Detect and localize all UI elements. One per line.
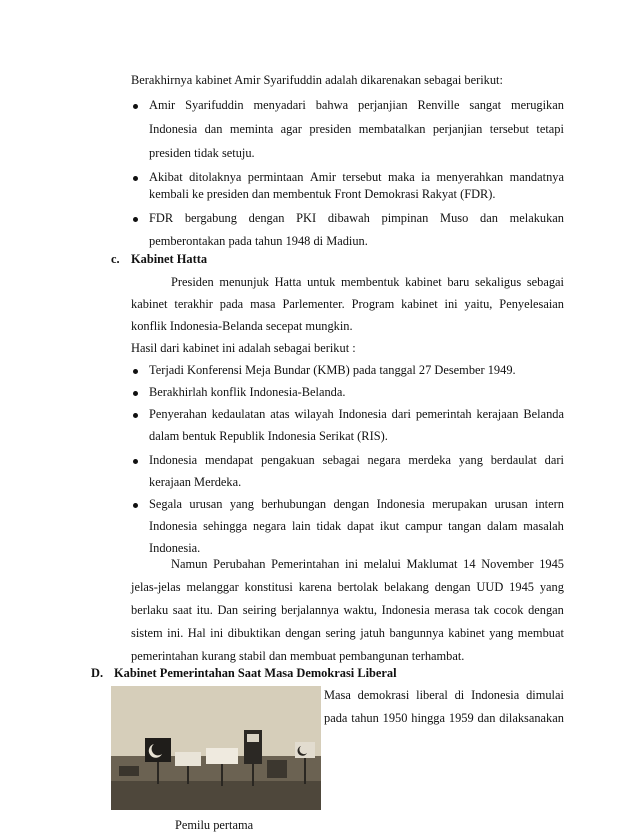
word: urusan <box>494 497 528 511</box>
hatta-bullet-5-line-1 <box>149 496 564 512</box>
word: untuk <box>307 275 336 289</box>
word: mandatnya <box>509 170 564 184</box>
hatta-bullet-3-line-2: dalam bentuk Republik Indonesia Serikat (RIS). <box>149 429 388 443</box>
word: sangat <box>469 98 502 112</box>
word: baru <box>447 275 470 289</box>
hatta-bullet-5-line-3: Indonesia. <box>149 541 201 555</box>
word: kabinet <box>401 297 438 311</box>
word: Penyelesaian <box>499 297 564 311</box>
word: Belanda <box>523 407 564 421</box>
word: kabinet <box>448 626 485 640</box>
word: dan <box>480 211 498 225</box>
word: dibuktikan <box>227 626 281 640</box>
word: Hal <box>187 626 206 640</box>
word: merupakan <box>432 497 488 511</box>
word: dibawah <box>327 211 370 225</box>
word: Presiden <box>171 275 214 289</box>
closing-line-1 <box>171 556 564 572</box>
word: Indonesia <box>376 497 425 511</box>
word: berdaulat <box>490 453 537 467</box>
amir-bullet-3-line-2: pemberontakan pada tahun 1948 di Madiun. <box>149 234 368 248</box>
section-d-marker: D. <box>91 666 104 680</box>
word: pada <box>324 711 348 725</box>
word: masa <box>250 297 276 311</box>
word: karena <box>298 580 332 594</box>
word: Masa <box>324 688 351 702</box>
word: agar <box>280 122 302 136</box>
section-c-heading: Kabinet Hatta <box>131 252 208 266</box>
amir-bullet-3-line-1 <box>149 210 564 226</box>
word: yang <box>458 453 483 467</box>
word: Indonesia <box>149 122 198 136</box>
word: dan <box>204 122 223 136</box>
word: dilaksanakan <box>499 711 564 725</box>
word: demokrasi <box>357 688 410 702</box>
word: membentuk <box>341 275 400 289</box>
word: dengan <box>248 211 285 225</box>
word: tersebut <box>342 170 382 184</box>
word: melanggar <box>186 580 239 594</box>
word: pemerintah <box>415 407 472 421</box>
section-d-heading: Kabinet Pemerintahan Saat Masa Demokrasi Liberal <box>114 666 397 680</box>
word: menyadari <box>253 98 306 112</box>
word: lain <box>291 519 311 533</box>
word: pengakuan <box>261 453 315 467</box>
word: UUD <box>476 580 504 594</box>
word: bergabung <box>184 211 237 225</box>
word: Perubahan <box>213 557 266 571</box>
word: Indonesia <box>149 519 198 533</box>
word: 1959 <box>448 711 474 725</box>
word: menyerahkan <box>436 170 504 184</box>
amir-bullet-1-line-1 <box>149 97 564 113</box>
hatta-result-intro: Hasil dari kabinet ini adalah sebagai berikut : <box>131 341 356 355</box>
word: konstitusi <box>244 580 293 594</box>
word: dimulai <box>526 688 564 702</box>
word: intern <box>535 497 564 511</box>
word: sehingga <box>203 519 248 533</box>
word: Akibat <box>149 170 183 184</box>
word: dengan <box>528 603 564 617</box>
word: di <box>454 688 465 702</box>
word: Muso <box>440 211 469 225</box>
word: cocok <box>493 603 524 617</box>
closing-line-3 <box>131 602 564 618</box>
word: jatuh <box>360 626 385 640</box>
word: ditolaknya <box>189 170 242 184</box>
word: Dan <box>217 603 239 617</box>
closing-line-2 <box>131 579 564 595</box>
hatta-para-line-2 <box>131 296 564 312</box>
bullet-dot <box>133 104 138 109</box>
section-c-marker: c. <box>111 252 120 266</box>
bullet-dot <box>133 413 138 418</box>
word: dari <box>391 407 411 421</box>
word: tahun <box>351 711 379 725</box>
word: tetapi <box>536 122 564 136</box>
word: masalah <box>523 519 564 533</box>
word: waktu, <box>343 603 377 617</box>
word: 1945 <box>539 557 564 571</box>
word: tangan <box>448 519 482 533</box>
section-d-para-line-1 <box>324 687 564 703</box>
word: jelas-jelas <box>131 580 181 594</box>
hatta-para-line-3: konflik Indonesia-Belanda secepat mungkin. <box>131 319 353 333</box>
amir-bullet-2-line-1 <box>149 169 564 185</box>
word: melalui <box>363 557 401 571</box>
word: dan <box>477 711 496 725</box>
word: permintaan <box>247 170 304 184</box>
word: bahwa <box>315 98 349 112</box>
word: dalam <box>487 519 518 533</box>
word: ini. <box>167 626 184 640</box>
word: sebagai <box>322 453 360 467</box>
election-signs-illustration <box>111 686 321 810</box>
word: bertolak <box>337 580 379 594</box>
word: saat <box>172 603 193 617</box>
section-d-para-line-2 <box>324 710 564 726</box>
word: yaitu, <box>464 297 493 311</box>
word: Maklumat <box>406 557 458 571</box>
word: membatalkan <box>358 122 426 136</box>
word: Amir <box>309 170 337 184</box>
word: sekaligus <box>475 275 522 289</box>
word: yang <box>489 626 514 640</box>
amir-bullet-2-line-2: kembali ke presiden dan membentuk Front Demokrasi Rakyat (FDR). <box>149 187 496 201</box>
word: sering <box>325 626 356 640</box>
word: menunjuk <box>219 275 269 289</box>
word: meminta <box>229 122 274 136</box>
word: Hatta <box>274 275 302 289</box>
word: 1950 <box>382 711 408 725</box>
closing-line-5: pemerintahan kurang stabil dan membuat pembangunan terhambat. <box>131 649 465 663</box>
intro-text: Berakhirnya kabinet Amir Syarifuddin adalah dikarenakan sebagai berikut: <box>131 73 503 87</box>
word: pada <box>219 297 244 311</box>
word: kabinet <box>131 297 168 311</box>
word: Namun <box>171 557 208 571</box>
word: tak <box>474 603 490 617</box>
bullet-dot <box>133 217 138 222</box>
word: Syarifuddin <box>185 98 244 112</box>
word: sistem <box>131 626 163 640</box>
word: Pemerintahan <box>271 557 340 571</box>
bullet-dot <box>133 369 138 374</box>
word: terakhir <box>174 297 213 311</box>
word: sebagai <box>526 275 564 289</box>
word: ini <box>444 297 458 311</box>
word: ini <box>210 626 224 640</box>
word: ia <box>421 170 431 184</box>
word: merdeka <box>408 453 451 467</box>
word: dengan <box>285 626 321 640</box>
word: urusan <box>189 497 223 511</box>
word: dapat <box>347 519 374 533</box>
word: yang <box>229 497 254 511</box>
word: ini <box>344 557 359 571</box>
word: yang <box>539 580 564 594</box>
word: kabinet <box>405 275 442 289</box>
word: perjanjian <box>432 122 483 136</box>
word: berjalannya <box>281 603 339 617</box>
word: bangunnya <box>389 626 444 640</box>
photo-caption: Pemilu pertama <box>175 818 254 832</box>
bullet-dot <box>133 176 138 181</box>
word: FDR <box>149 211 174 225</box>
word: hingga <box>411 711 446 725</box>
word: negara <box>253 519 287 533</box>
word: November <box>481 557 534 571</box>
word: kerajaan <box>476 407 519 421</box>
word: negara <box>367 453 401 467</box>
bullet-dot <box>133 503 138 508</box>
word: merugikan <box>510 98 564 112</box>
hatta-bullet-4-line-1 <box>149 452 564 468</box>
word: Penyerahan <box>149 407 207 421</box>
word: mendapat <box>205 453 254 467</box>
word: Amir <box>149 98 176 112</box>
word: 14 <box>463 557 476 571</box>
word: dari <box>544 453 564 467</box>
bullet-dot <box>133 459 138 464</box>
word: berlaku <box>131 603 169 617</box>
bullet-dot <box>133 391 138 396</box>
word: dengan <box>434 580 471 594</box>
word: 1945 <box>509 580 534 594</box>
hatta-bullet-2: Berakhirlah konflik Indonesia-Belanda. <box>149 385 346 399</box>
hatta-para-line-1 <box>171 274 564 290</box>
word: Indonesia <box>471 688 520 702</box>
amir-bullet-1-line-2 <box>149 121 564 137</box>
word: Program <box>351 297 395 311</box>
word: seiring <box>242 603 277 617</box>
hatta-bullet-3-line-1 <box>149 406 564 422</box>
word: Indonesia <box>381 603 430 617</box>
word: campur <box>405 519 443 533</box>
word: presiden <box>309 122 352 136</box>
hatta-bullet-4-line-2: kerajaan Merdeka. <box>149 475 242 489</box>
word: tersebut <box>489 122 529 136</box>
word: wilayah <box>294 407 334 421</box>
word: atas <box>270 407 290 421</box>
word: Indonesia <box>149 453 198 467</box>
hatta-bullet-1: Terjadi Konferensi Meja Bundar (KMB) pada tanggal 27 Desember 1949. <box>149 363 516 377</box>
word: PKI <box>296 211 317 225</box>
word: belakang <box>384 580 429 594</box>
election-photo <box>111 686 321 810</box>
hatta-bullet-5-line-2 <box>149 518 564 534</box>
word: berhubungan <box>261 497 327 511</box>
word: membuat <box>517 626 564 640</box>
amir-bullet-1-line-3: presiden tidak setuju. <box>149 146 255 160</box>
word: maka <box>387 170 415 184</box>
word: Indonesia <box>338 407 387 421</box>
word: ikut <box>379 519 400 533</box>
word: Segala <box>149 497 183 511</box>
word: Parlementer. <box>282 297 345 311</box>
word: merasa <box>434 603 470 617</box>
word: Renville <box>417 98 460 112</box>
word: kedaulatan <box>211 407 266 421</box>
word: liberal <box>416 688 448 702</box>
word: melakukan <box>509 211 564 225</box>
word: tidak <box>316 519 342 533</box>
word: pimpinan <box>381 211 429 225</box>
word: perjanjian <box>358 98 408 112</box>
word: dengan <box>333 497 370 511</box>
closing-line-4 <box>131 625 564 641</box>
word: itu. <box>196 603 213 617</box>
